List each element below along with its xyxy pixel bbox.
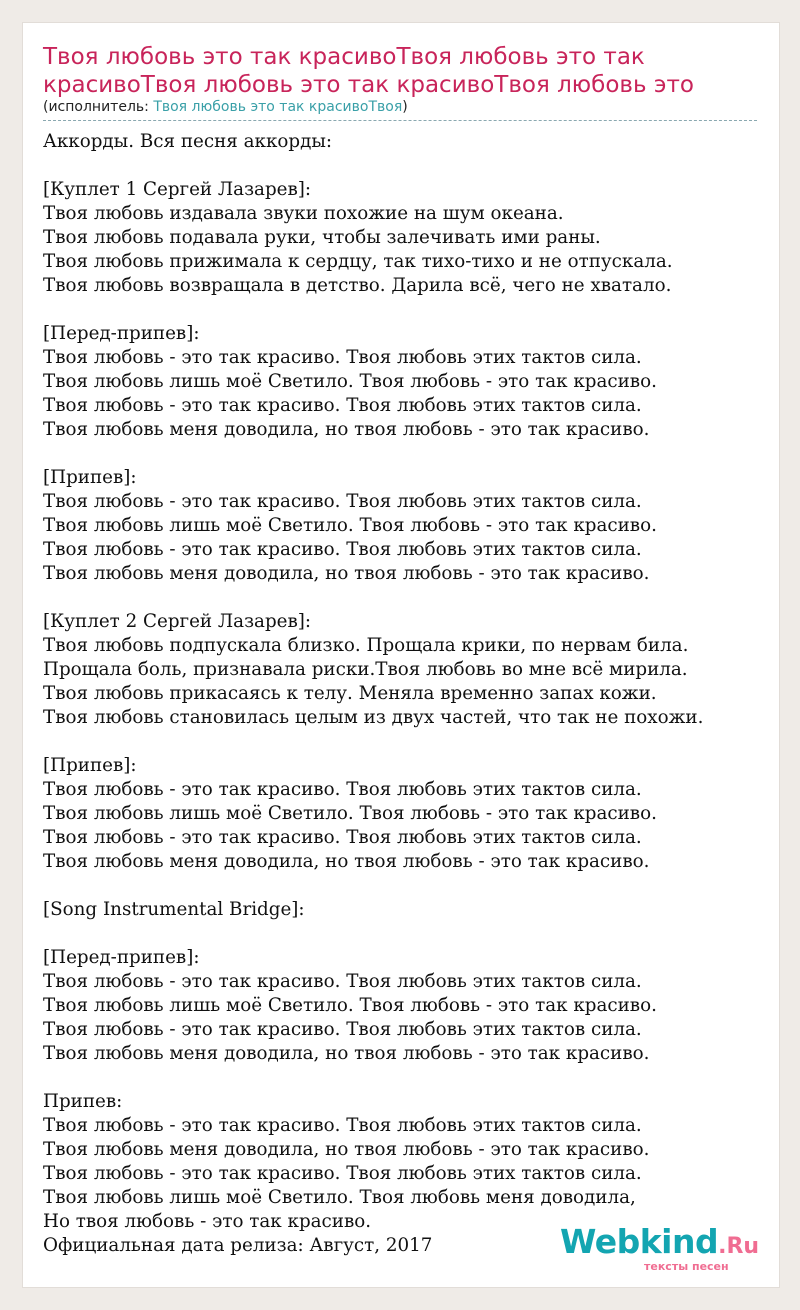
divider: [43, 120, 757, 121]
lyrics-line: Твоя любовь меня доводила, но твоя любовь - это так красиво.: [43, 1043, 650, 1064]
logo-tld: .Ru: [718, 1234, 760, 1259]
lyrics-line: Твоя любовь - это так красиво. Твоя любовь этих тактов сила.: [43, 827, 642, 848]
page-title: Твоя любовь это так красивоТвоя любовь это так красивоТвоя любовь это так красивоТвоя любовь это: [43, 44, 694, 98]
blank-line: [43, 586, 703, 610]
lyrics-line: [Припев]:: [43, 467, 137, 488]
lyrics-line: Твоя любовь - это так красиво. Твоя любовь этих тактов сила.: [43, 971, 642, 992]
blank-line: [43, 730, 703, 754]
lyrics-line: Официальная дата релиза: Август, 2017: [43, 1235, 433, 1256]
lyrics-line: [Куплет 1 Сергей Лазарев]:: [43, 179, 312, 200]
lyrics-line: Твоя любовь прикасаясь к телу. Меняла временно запах кожи.: [43, 683, 657, 704]
lyrics-line: Твоя любовь - это так красиво. Твоя любовь этих тактов сила.: [43, 491, 642, 512]
lyrics-line: Твоя любовь лишь моё Светило. Твоя любовь - это так красиво.: [43, 995, 657, 1016]
lyrics-line: Твоя любовь лишь моё Светило. Твоя любовь - это так красиво.: [43, 515, 657, 536]
lyrics-line: Твоя любовь - это так красиво. Твоя любовь этих тактов сила.: [43, 347, 642, 368]
blank-line: [43, 154, 703, 178]
lyrics-line: Твоя любовь лишь моё Светило. Твоя любовь меня доводила,: [43, 1187, 636, 1208]
lyrics-line: Твоя любовь возвращала в детство. Дарила всё, чего не хватало.: [43, 275, 672, 296]
blank-line: [43, 874, 703, 898]
lyrics-line: [Куплет 2 Сергей Лазарев]:: [43, 611, 312, 632]
lyrics-line: Твоя любовь - это так красиво. Твоя любовь этих тактов сила.: [43, 1115, 642, 1136]
lyrics-line: Но твоя любовь - это так красиво.: [43, 1211, 372, 1232]
blank-line: [43, 922, 703, 946]
lyrics-line: Твоя любовь подавала руки, чтобы залечивать ими раны.: [43, 227, 601, 248]
lyrics-line: Припев:: [43, 1091, 123, 1112]
lyrics-line: Твоя любовь меня доводила, но твоя любовь - это так красиво.: [43, 563, 650, 584]
lyrics-line: Твоя любовь меня доводила, но твоя любовь - это так красиво.: [43, 851, 650, 872]
artist-link[interactable]: Твоя любовь это так красивоТвоя: [153, 99, 403, 115]
artist-prefix: (исполнитель:: [43, 99, 154, 115]
lyrics-line: [Перед-припев]:: [43, 947, 200, 968]
lyrics-line: Твоя любовь - это так красиво. Твоя любовь этих тактов сила.: [43, 539, 642, 560]
lyrics-line: Твоя любовь меня доводила, но твоя любовь - это так красиво.: [43, 419, 650, 440]
lyrics-line: Аккорды. Вся песня аккорды:: [43, 131, 333, 152]
lyrics-line: Твоя любовь меня доводила, но твоя любовь - это так красиво.: [43, 1139, 650, 1160]
lyrics-text: [43, 130, 703, 1258]
webkind-logo[interactable]: [560, 1222, 760, 1273]
lyrics-line: Твоя любовь прижимала к сердцу, так тихо-тихо и не отпускала.: [43, 251, 673, 272]
lyrics-line: Твоя любовь лишь моё Светило. Твоя любовь - это так красиво.: [43, 803, 657, 824]
lyrics-line: [Song Instrumental Bridge]:: [43, 899, 305, 920]
lyrics-line: [Припев]:: [43, 755, 137, 776]
lyrics-line: Твоя любовь лишь моё Светило. Твоя любовь - это так красиво.: [43, 371, 657, 392]
logo-main: Webkind: [560, 1222, 719, 1261]
artist-suffix: ): [402, 99, 408, 115]
blank-line: [43, 298, 703, 322]
artist-line: [43, 99, 408, 115]
lyrics-line: Твоя любовь - это так красиво. Твоя любовь этих тактов сила.: [43, 1019, 642, 1040]
blank-line: [43, 1066, 703, 1090]
lyrics-line: [Перед-припев]:: [43, 323, 200, 344]
lyrics-line: Твоя любовь подпускала близко. Прощала крики, по нервам била.: [43, 635, 689, 656]
blank-line: [43, 442, 703, 466]
logo-tagline: тексты песен: [644, 1260, 729, 1273]
lyrics-line: Твоя любовь становилась целым из двух частей, что так не похожи.: [43, 707, 704, 728]
content-card: [22, 22, 780, 1288]
lyrics-line: Твоя любовь издавала звуки похожие на шум океана.: [43, 203, 564, 224]
lyrics-line: Твоя любовь - это так красиво. Твоя любовь этих тактов сила.: [43, 1163, 642, 1184]
lyrics-line: Твоя любовь - это так красиво. Твоя любовь этих тактов сила.: [43, 779, 642, 800]
lyrics-line: Прощала боль, признавала риски.Твоя любовь во мне всё мирила.: [43, 659, 688, 680]
lyrics-line: Твоя любовь - это так красиво. Твоя любовь этих тактов сила.: [43, 395, 642, 416]
